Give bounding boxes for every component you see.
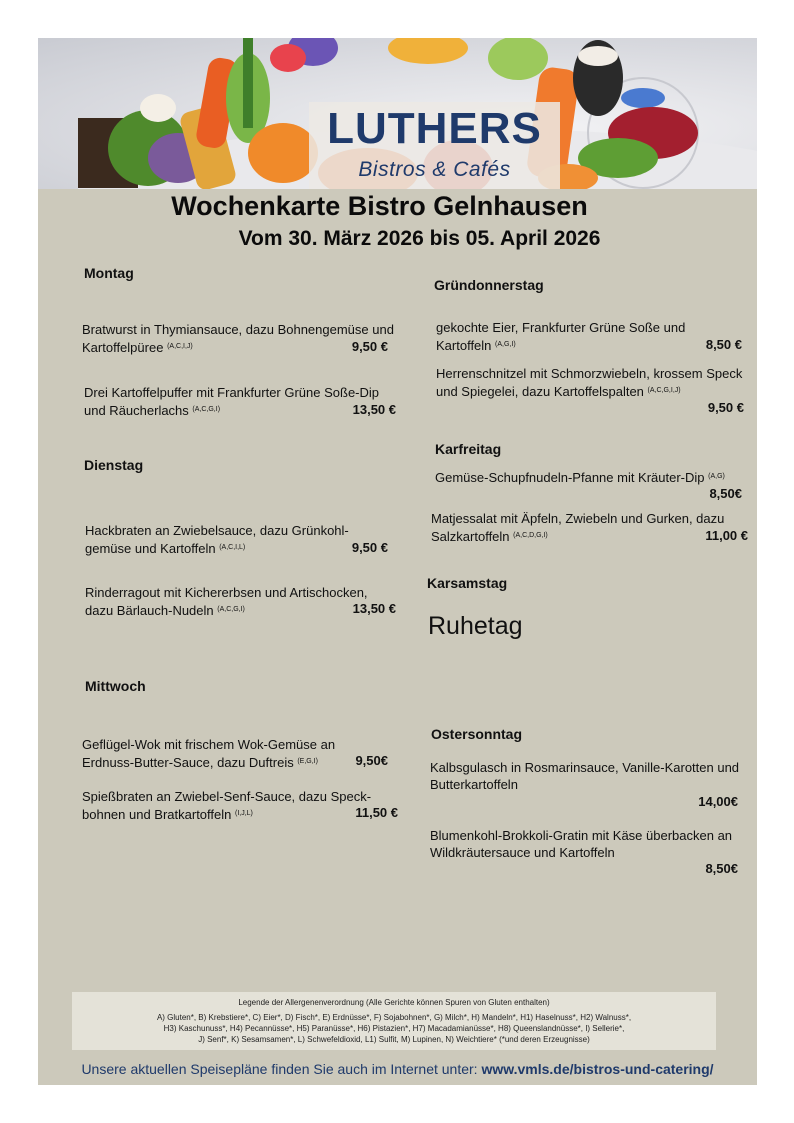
- price-karfreitag-2: 11,00 €: [705, 528, 748, 543]
- dish-text: Herrenschnitzel mit Schmorzwiebeln, krossem Speck und Spiegelei, dazu Kartoffelspalten: [436, 366, 743, 399]
- dish-text: Gemüse-Schupfnudeln-Pfanne mit Kräuter-Dip: [435, 470, 705, 485]
- dish-text: Hackbraten an Zwiebelsauce, dazu Grünkohl-gemüse und Kartoffeln: [85, 523, 349, 556]
- price-mittwoch-2: 11,50 €: [355, 805, 398, 820]
- footer-text: Unsere aktuellen Speisepläne finden Sie auch im Internet unter:: [81, 1061, 478, 1077]
- price-dienstag-2: 13,50 €: [352, 601, 396, 616]
- dish-text: Geflügel-Wok mit frischem Wok-Gemüse an Erdnuss-Butter-Sauce, dazu Duftreis: [82, 737, 336, 770]
- dish-text: Drei Kartoffelpuffer mit Frankfurter Grüne Soße-Dip und Räucherlachs: [84, 385, 380, 418]
- day-heading-karsamstag: Karsamstag: [427, 575, 508, 591]
- dish-text: Matjessalat mit Äpfeln, Zwiebeln und Gurken, dazu Salzkartoffeln: [431, 511, 725, 544]
- brand-name: LUTHERS: [327, 104, 542, 153]
- dish-gruendonnerstag-2: [436, 365, 748, 400]
- hero-food-image: [38, 38, 757, 189]
- dish-text: Rinderragout mit Kichererbsen und Artischocken, dazu Bärlauch-Nudeln: [85, 585, 368, 618]
- legend-line: H3) Kaschunuss*, H4) Pecannüsse*, H5) Paranüsse*, H6) Pistazien*, H7) Macadamianüsse*, H8) Queenslandnüsse*, I) Sellerie*,: [163, 1024, 625, 1033]
- legend-line: A) Gluten*, B) Krebstiere*, C) Eier*, D) Fisch*, E) Erdnüsse*, F) Sojabohnen*, G) Milch*, H) Mandeln*, H1) Haselnuss*, H2) Walnuss*,: [156, 1013, 632, 1022]
- dish-ostersonntag-2: [430, 827, 740, 861]
- allergen-codes: (E,G,I): [297, 758, 318, 765]
- dish-text: Kalbsgulasch in Rosmarinsauce, Vanille-Karotten und Butterkartoffeln: [430, 760, 740, 792]
- day-heading-montag: Montag: [84, 265, 134, 281]
- brand-subtitle: Bistros & Cafés: [358, 158, 511, 181]
- price-ostersonntag-2: 8,50€: [705, 861, 738, 876]
- allergen-codes: (A,C,G,I): [217, 606, 245, 613]
- page-title: Wochenkarte Bistro Gelnhausen: [171, 191, 588, 221]
- price-mittwoch-1: 9,50€: [355, 753, 388, 768]
- price-gruendonnerstag-1: 8,50 €: [705, 337, 742, 352]
- footer: [38, 1061, 757, 1077]
- price-gruendonnerstag-2: 9,50 €: [707, 400, 744, 415]
- day-heading-ostersonntag: Ostersonntag: [431, 726, 523, 742]
- legend-line: J) Senf*, K) Sesamsamen*, L) Schwefeldioxid, L1) Sulfit, M) Lupinen, N) Weichtiere* (*und deren Erzeugnisse): [198, 1035, 590, 1044]
- logo: [309, 102, 560, 189]
- legend-title: Legende der Allergenenverordnung (Alle Gerichte können Spuren von Gluten enthalten): [238, 998, 550, 1007]
- price-karfreitag-1: 8,50€: [709, 486, 742, 501]
- day-heading-mittwoch: Mittwoch: [85, 678, 146, 694]
- dish-text: gekochte Eier, Frankfurter Grüne Soße und Kartoffeln: [436, 320, 686, 353]
- allergen-codes: (A,C,I,L): [219, 544, 246, 551]
- allergen-codes: (A,C,I,J): [167, 343, 193, 350]
- price-ostersonntag-1: 14,00€: [698, 794, 738, 809]
- dish-karfreitag-1: [435, 468, 735, 486]
- date-range: Vom 30. März 2026 bis 05. April 2026: [238, 227, 601, 250]
- allergen-codes: (A,G,I): [495, 341, 516, 348]
- allergen-codes: (A,C,G,I): [192, 406, 221, 413]
- day-heading-dienstag: Dienstag: [84, 457, 144, 473]
- dish-ostersonntag-1: [430, 759, 740, 793]
- allergen-legend: [72, 992, 716, 1050]
- day-heading-karfreitag: Karfreitag: [435, 441, 502, 457]
- rest-day-note: Ruhetag: [428, 612, 523, 640]
- dish-text: Spießbraten an Zwiebel-Senf-Sauce, dazu Speck-bohnen und Bratkartoffeln: [82, 789, 372, 822]
- day-heading-gruendonnerstag: Gründonnerstag: [434, 277, 544, 293]
- dish-text: Bratwurst in Thymiansauce, dazu Bohnengemüse und Kartoffelpüree: [82, 322, 394, 355]
- allergen-codes: (A,G): [708, 473, 725, 480]
- dish-text: Blumenkohl-Brokkoli-Gratin mit Käse überbacken an Wildkräutersauce und Kartoffeln: [430, 828, 733, 860]
- allergen-codes: (I,J,L): [235, 810, 253, 817]
- allergen-codes: (A,C,G,I,J): [647, 387, 681, 394]
- website-link[interactable]: www.vmls.de/bistros-und-catering/: [481, 1061, 714, 1077]
- allergen-codes: (A,C,D,G,I): [513, 532, 548, 539]
- price-dienstag-1: 9,50 €: [351, 540, 388, 555]
- price-montag-1: 9,50 €: [351, 339, 388, 354]
- price-montag-2: 13,50 €: [352, 402, 396, 417]
